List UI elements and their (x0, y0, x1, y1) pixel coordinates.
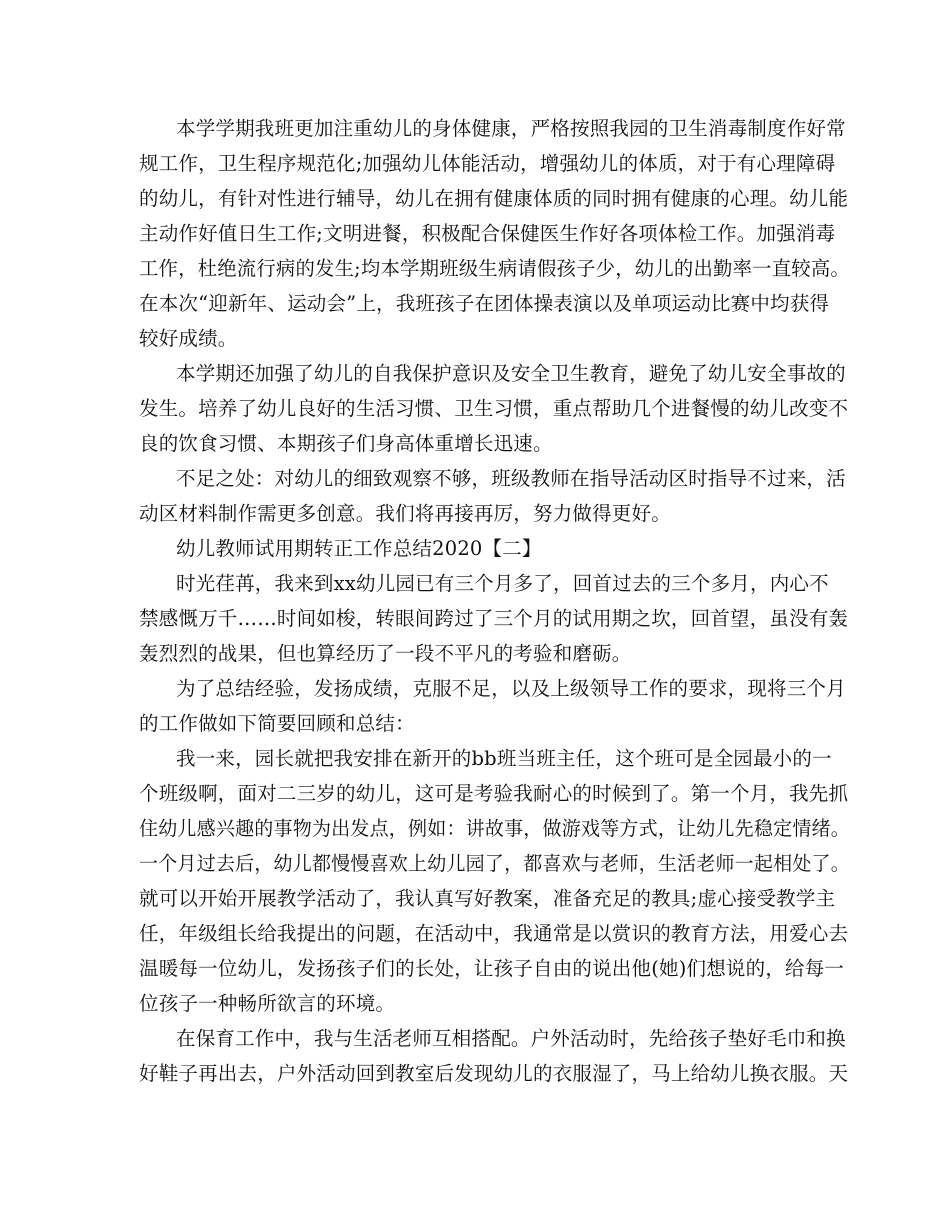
text-line: 时光荏苒，我来到xx幼儿园已有三个月多了，回首过去的三个多月，内心不 (176, 572, 829, 595)
text-line: 位孩子一种畅所欲言的环境。 (139, 992, 396, 1015)
text-line: 主动作好值日生工作;文明进餐，积极配合保健医生作好各项体检工作。加强消毒 (139, 222, 836, 245)
text-line: 禁感慨万千……时间如梭，转眼间跨过了三个月的试用期之坎，回首望，虽没有轰 (139, 607, 849, 630)
text-line: 本学期还加强了幼儿的自我保护意识及安全卫生教育，避免了幼儿安全事故的 (176, 362, 846, 385)
text-line: 较好成绩。 (139, 327, 238, 350)
text-line: 在本次“迎新年、运动会”上，我班孩子在团体操表演以及单项运动比赛中均获得 (139, 292, 830, 315)
text-line: 动区材料制作需更多创意。我们将再接再厉，努力做得更好。 (139, 502, 671, 525)
text-line: 规工作，卫生程序规范化;加强幼儿体能活动，增强幼儿的体质，对于有心理障碍 (139, 152, 836, 175)
text-line: 我一来，园长就把我安排在新开的bb班当班主任，这个班可是全园最小的一 (176, 747, 832, 770)
section-heading: 幼儿教师试用期转正工作总结2020【二】 (176, 537, 542, 560)
text-line: 不足之处：对幼儿的细致观察不够，班级教师在指导活动区时指导不过来，活 (176, 467, 846, 490)
text-line: 任，年级组长给我提出的问题，在活动中，我通常是以赏识的教育方法，用爱心去 (139, 922, 849, 945)
text-line: 住幼儿感兴趣的事物为出发点，例如：讲故事，做游戏等方式，让幼儿先稳定情绪。 (139, 817, 850, 840)
text-line: 本学学期我班更加注重幼儿的身体健康，严格按照我园的卫生消毒制度作好常 (176, 117, 846, 140)
text-line: 好鞋子再出去，户外活动回到教室后发现幼儿的衣服湿了，马上给幼儿换衣服。天 (139, 1062, 849, 1085)
text-line: 工作，杜绝流行病的发生;均本学期班级生病请假孩子少，幼儿的出勤率一直较高。 (139, 257, 850, 280)
text-line: 的工作做如下简要回顾和总结： (139, 712, 415, 735)
text-line: 为了总结经验，发扬成绩，克服不足，以及上级领导工作的要求，现将三个月 (176, 677, 846, 700)
text-line: 温暖每一位幼儿，发扬孩子们的长处，让孩子自由的说出他(她)们想说的，给每一 (139, 957, 845, 980)
text-line: 的幼儿，有针对性进行辅导，幼儿在拥有健康体质的同时拥有健康的心理。幼儿能 (139, 187, 849, 210)
text-line: 就可以开始开展教学活动了，我认真写好教案，准备充足的教具;虚心接受教学主 (139, 887, 836, 910)
text-line: 在保育工作中，我与生活老师互相搭配。户外活动时，先给孩子垫好毛巾和换 (176, 1027, 846, 1050)
text-line: 轰烈烈的战果，但也算经历了一段不平凡的考验和磨砺。 (139, 642, 632, 665)
text-line: 个班级啊，面对二三岁的幼儿，这可是考验我耐心的时候到了。第一个月，我先抓 (139, 782, 849, 805)
text-line: 良的饮食习惯、本期孩子们身高体重增长迅速。 (139, 432, 553, 455)
text-line: 一个月过去后，幼儿都慢慢喜欢上幼儿园了，都喜欢与老师，生活老师一起相处了。 (139, 852, 850, 875)
text-line: 发生。培养了幼儿良好的生活习惯、卫生习惯，重点帮助几个进餐慢的幼儿改变不 (139, 397, 849, 420)
